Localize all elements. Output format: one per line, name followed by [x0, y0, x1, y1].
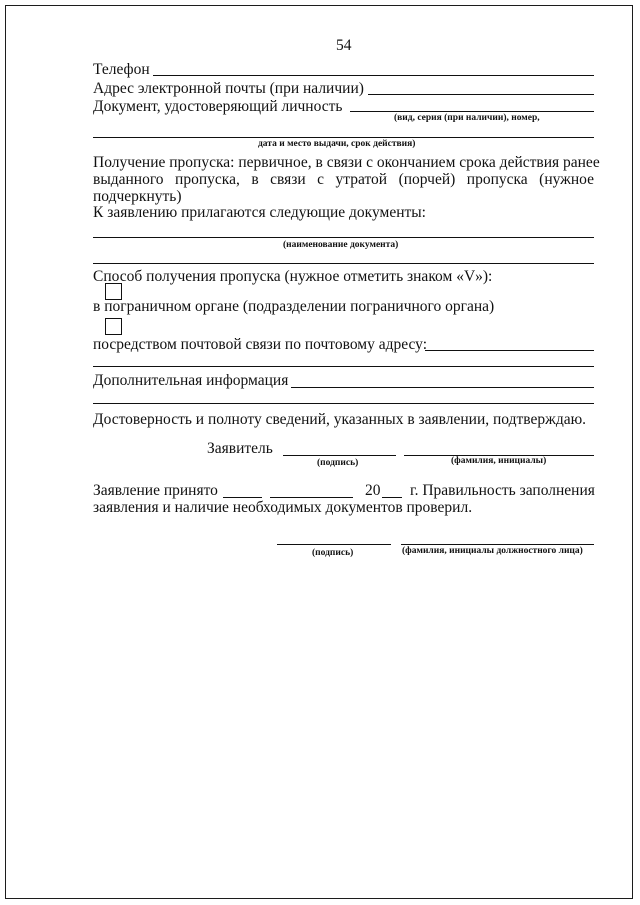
email-field-line[interactable] — [368, 94, 594, 95]
postal-address-field-line[interactable] — [425, 350, 594, 351]
accepted-line-2: заявления и наличие необходимых документов проверил. — [93, 499, 473, 516]
pass-type-line-1: Получение пропуска: первичное, в связи с окончанием срока действия ранее — [93, 154, 600, 171]
pass-type-line-3: подчеркнуть) — [93, 188, 182, 205]
accepted-day-line[interactable] — [223, 497, 262, 498]
pass-type-line-2: выданного пропуска, в связи с утратой (порчей) пропуска (нужное — [93, 171, 594, 188]
postal-address-field-line-2[interactable] — [93, 366, 594, 367]
page-number: 54 — [336, 37, 352, 54]
option-border-office: в пограничном органе (подразделении пограничного органа) — [93, 298, 495, 315]
id-document-hint-1: (вид, серия (при наличии), номер, — [394, 113, 540, 123]
document-name-field-line[interactable] — [93, 237, 594, 238]
method-label: Способ получения пропуска (нужное отметить знаком «V»): — [93, 268, 493, 285]
id-document-label: Документ, удостоверяющий личность — [93, 98, 343, 115]
extra-info-field-line[interactable] — [291, 387, 594, 388]
extra-info-field-line-2[interactable] — [93, 403, 594, 404]
phone-label: Телефон — [93, 61, 150, 78]
accepted-line-1-end: г. Правильность заполнения — [410, 482, 595, 499]
extra-info-label: Дополнительная информация — [93, 372, 289, 389]
option-post: посредством почтовой связи по почтовому адресу: — [93, 336, 428, 353]
document-name-hint: (наименование документа) — [283, 240, 399, 250]
accepted-year-prefix: 20 — [365, 482, 381, 499]
accepted-label: Заявление принято — [93, 482, 218, 499]
id-document-field-line[interactable] — [350, 111, 594, 112]
attached-documents-label: К заявлению прилагаются следующие документы: — [93, 204, 426, 221]
document-name-field-line-2[interactable] — [93, 263, 594, 264]
checkbox-post[interactable] — [105, 318, 122, 335]
applicant-signature-line[interactable] — [283, 455, 396, 456]
applicant-signature-hint: (подпись) — [317, 458, 359, 468]
confirmation-text: Достоверность и полноту сведений, указанных в заявлении, подтверждаю. — [93, 411, 587, 428]
applicant-name-hint: (фамилия, инициалы) — [451, 456, 547, 466]
applicant-label: Заявитель — [207, 440, 273, 457]
accepted-year-line[interactable] — [382, 497, 402, 498]
official-signature-line[interactable] — [277, 544, 391, 545]
official-signature-hint: (подпись) — [312, 548, 354, 558]
email-label: Адрес электронной почты (при наличии) — [93, 80, 364, 97]
id-document-hint-2: дата и место выдачи, срок действия) — [258, 139, 416, 149]
accepted-month-line[interactable] — [270, 497, 353, 498]
official-name-line[interactable] — [401, 544, 594, 545]
phone-field-line[interactable] — [153, 75, 594, 76]
id-document-field-line-2[interactable] — [93, 137, 594, 138]
official-name-hint: (фамилия, инициалы должностного лица) — [402, 546, 583, 556]
